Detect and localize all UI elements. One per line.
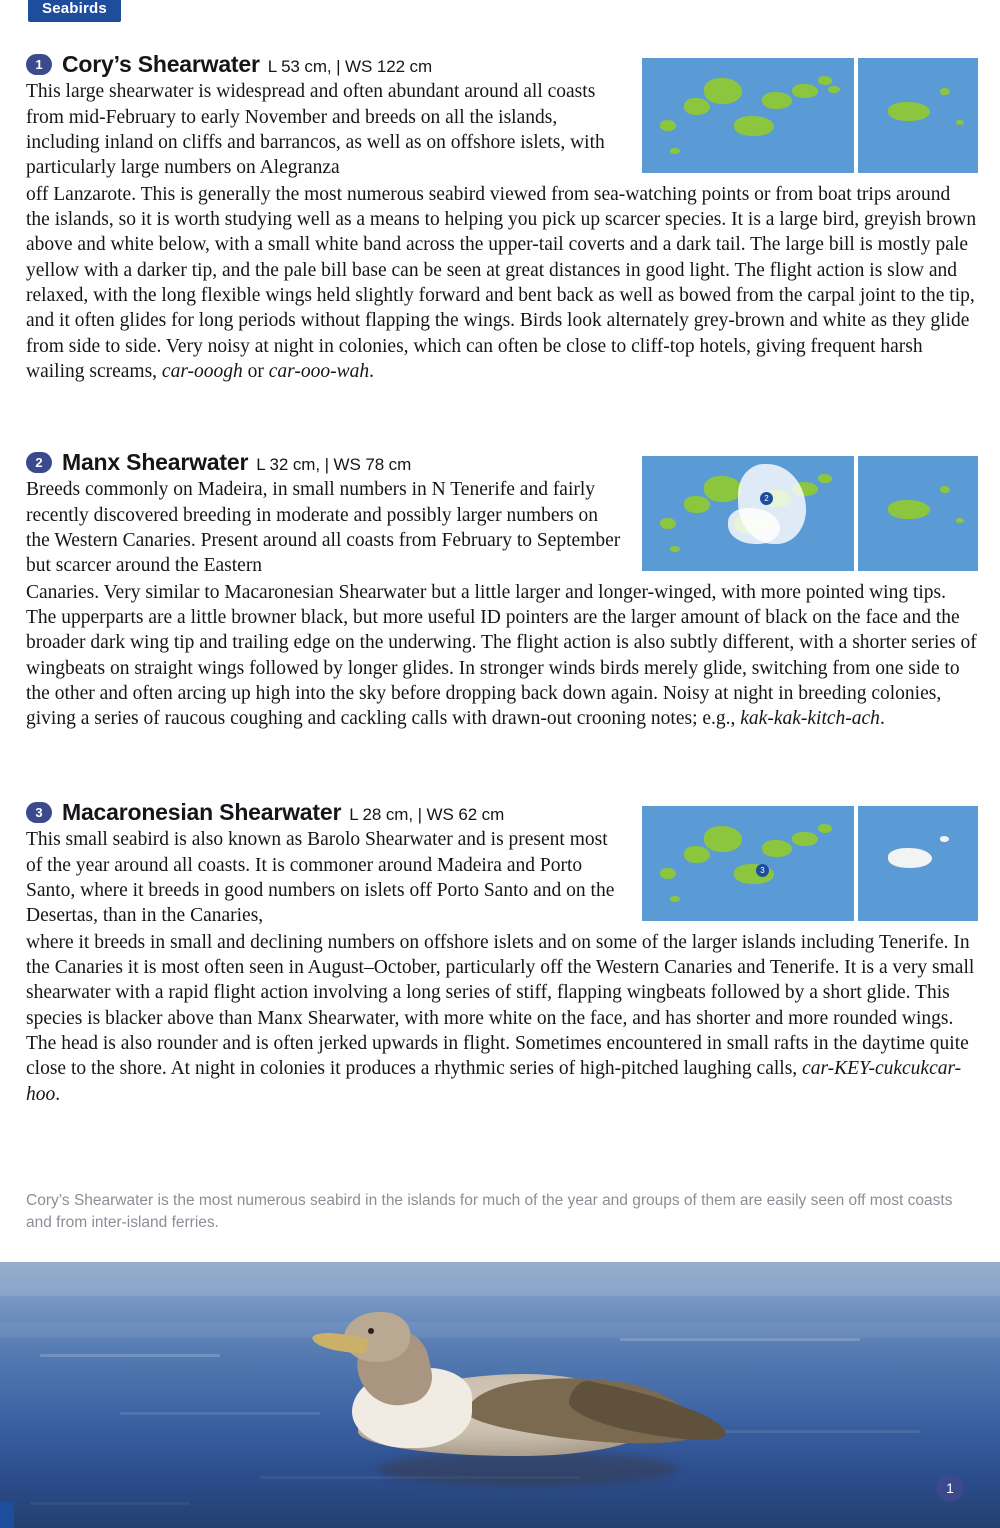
distribution-map-inset — [858, 58, 978, 173]
species-number-badge: 1 — [26, 54, 52, 75]
species-body-main: Canaries. Very similar to Macaronesian Shearwater but a little larger and longer-winged, with more pointed wing tips. The upperparts are a little browner black, but more useful ID pointers are the larger amount of black on the face and the broader dark wing tip and trailing edge on the underwing. The flight action is also subtly different, with a shorter series of wingbeats on straight wings followed by longer glides. In stronger winds birds merely glide, switching from one side to the other and often arcing up high into the sky before dropping back down again. Noisy at night in breeding colonies, giving a series of raucous coughing and cackling calls with drawn-out crooning notes; e.g., — [26, 581, 977, 730]
species-call-1: car-KEY-cukcukcar-hoo — [26, 1058, 962, 1105]
bird-eye — [368, 1328, 374, 1334]
corner-marker — [0, 1502, 14, 1528]
distribution-map — [642, 58, 854, 173]
species-body-text — [26, 580, 978, 732]
species-measurements: L 53 cm, | WS 122 cm — [267, 57, 433, 76]
page-number: 1 — [936, 1474, 964, 1502]
bird-reflection — [378, 1452, 678, 1486]
species-body-end: . — [369, 361, 375, 383]
species-name: Manx Shearwater — [62, 449, 249, 475]
species-body-text — [26, 930, 978, 1107]
species-entry — [26, 800, 978, 1107]
photo-caption: Cory’s Shearwater is the most numerous seabird in the islands for much of the year and groups of them are easily seen off most coasts and from inter-island ferries. — [26, 1192, 953, 1232]
species-measurements: L 32 cm, | WS 78 cm — [256, 455, 412, 474]
species-call-2: car-ooo-wah — [268, 361, 370, 383]
species-name: Macaronesian Shearwater — [62, 799, 342, 825]
species-body-end: . — [879, 708, 885, 730]
distribution-map-inset — [858, 806, 978, 921]
species-body-main: off Lanzarote. This is generally the most numerous seabird viewed from sea-watching points or from boat trips around the islands, so it is worth studying well as a means to helping you pick up scarcer species. It is a large bird, greyish brown above and white below, with a small white band across the upper-tail coverts and a dark tail. The large bill is mostly pale yellow with a darker tip, and the pale bill base can be seen at great distances in good light. The flight action is slow and relaxed, with the long flexible wings held slightly forward and bent back as well as bowed from the carpal joint to the tip, and it often glides for long periods without flapping the wings. Birds look alternately grey-brown and white as they glide from side to side. Very noisy at night in colonies, which can often be close to cliff-top hotels, giving frequent harsh wailing screams, — [26, 183, 977, 383]
species-name: Cory’s Shearwater — [62, 51, 260, 77]
species-body-main: where it breeds in small and declining numbers on offshore islets and on some of the larger islands including Tenerife. In the Canaries it is most often seen in August–October, particularly off the Western Canaries and Tenerife. It is a very small shearwater with a rapid flight action involving a long series of stiff, flapping wingbeats followed by a short glide. This species is blacker above than Manx Shearwater, with more white on the face, and has shorter and more rounded wings. The head is also rounder and is often jerked upwards in flight. Sometimes encountered in small rafts in the daytime quite close to the shore. At night in colonies it produces a rhythmic series of high-pitched laughing calls, — [26, 931, 975, 1080]
distribution-map-inset — [858, 456, 978, 571]
distribution-maps — [642, 456, 978, 571]
species-intro-text: This small seabird is also known as Barolo Shearwater and is present most of the year around all coasts. It is commoner around Madeira and Porto Santo, where it breeds in good numbers on islets off Porto Santo and on the Desertas, than in the Canaries, — [26, 829, 615, 927]
species-intro-text: This large shearwater is widespread and often abundant around all coasts from mid-February to early November and breeds on all the islands, including inland on cliffs and barrancos, as well as on offshore islets, with particularly large numbers on Alegranza — [26, 81, 605, 179]
species-measurements: L 28 cm, | WS 62 cm — [349, 805, 505, 824]
photo-cory-shearwater-at-sea — [0, 1262, 1000, 1528]
species-call-1: kak-kak-kitch-ach — [740, 708, 880, 730]
species-body-text — [26, 182, 978, 385]
species-entry — [26, 450, 978, 732]
species-call-1: car-ooogh — [161, 361, 243, 383]
species-intro-text: Breeds commonly on Madeira, in small numbers in N Tenerife and fairly recently discovered breeding in moderate and possibly larger numbers on the Western Canaries. Present around all coasts from February to September but scarcer around the Eastern — [26, 479, 621, 577]
species-number-badge: 3 — [26, 802, 52, 823]
species-body-end: . — [55, 1083, 61, 1105]
species-number-badge: 2 — [26, 452, 52, 473]
distribution-maps — [642, 806, 978, 921]
distribution-map: 3 — [642, 806, 854, 921]
species-entry — [26, 52, 978, 384]
distribution-maps — [642, 58, 978, 173]
distribution-map: 2 — [642, 456, 854, 571]
species-body-mid: or — [242, 361, 269, 383]
shearwater-bird — [318, 1290, 818, 1490]
section-tab-seabirds: Seabirds — [28, 0, 121, 22]
